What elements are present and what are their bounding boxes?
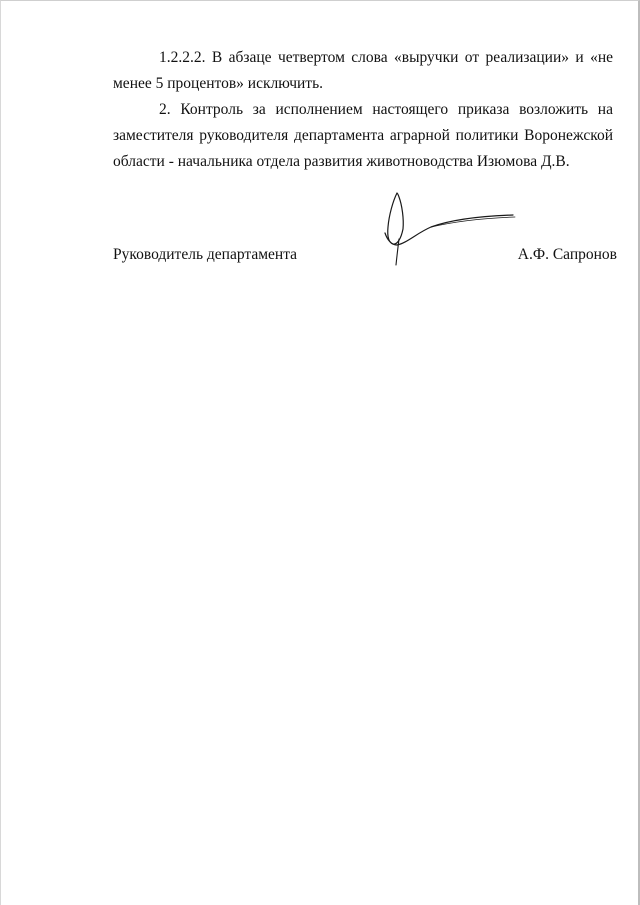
signer-name: А.Ф. Сапронов [517, 246, 617, 263]
signer-title: Руководитель департамента [113, 246, 298, 263]
signature-block [113, 243, 617, 267]
paragraph-1-text: 1.2.2.2. В абзаце четвертом слова «выручки от реализации» и «не менее 5 процентов» исключить. [113, 49, 613, 92]
paragraph-2 [113, 97, 613, 175]
paragraph-2-text: 2. Контроль за исполнением настоящего приказа возложить на заместителя руководителя департамента аграрной политики Воронежской области - начальника отдела развития животноводства Изюмова Д.В. [113, 101, 613, 170]
paragraph-1 [113, 45, 613, 97]
